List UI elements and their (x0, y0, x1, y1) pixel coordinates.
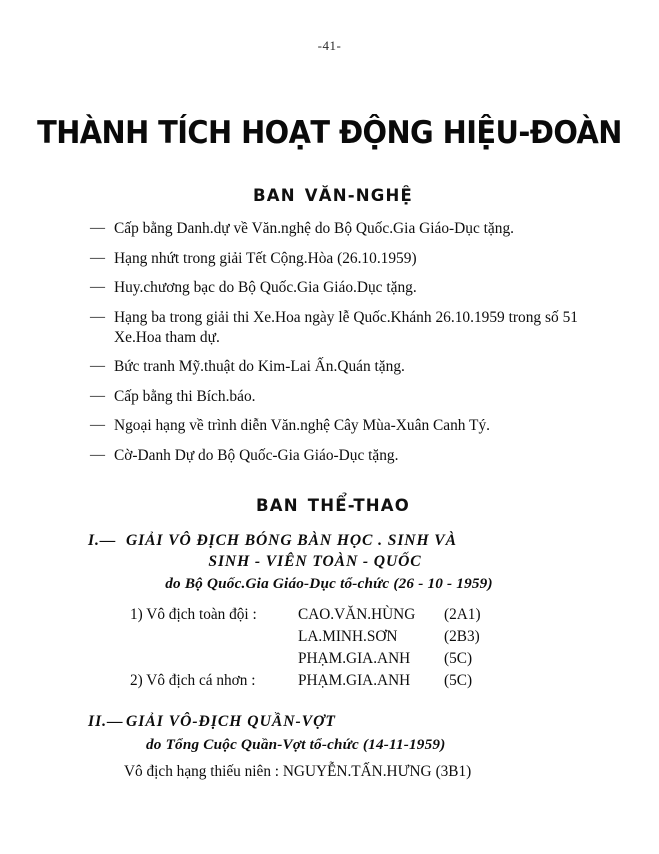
section-heading-van-nghe (88, 186, 578, 205)
event-organizer: do Tổng Cuộc Quần-Vợt tổ-chức (14-11-1959) (146, 736, 446, 754)
result-name: CAO.VĂN.HÙNG (298, 606, 416, 624)
section-heading-word-ban: BAN (256, 495, 299, 515)
list-item: — Cờ-Danh Dự do Bộ Quốc-Gia Giáo-Dục tặng. (88, 446, 578, 466)
event-number: II.— (88, 713, 124, 731)
list-item: — Huy.chương bạc do Bộ Quốc.Gia Giáo.Dục tặng. (88, 278, 578, 298)
list-item: — Hạng ba trong giải thi Xe.Hoa ngày lễ Quốc.Khánh 26.10.1959 trong số 51 Xe.Hoa tham dự. (88, 308, 578, 348)
list-item: — Cấp bằng thi Bích.báo. (88, 387, 578, 407)
event-number: I.— (88, 531, 117, 549)
result-class-code: (2B3) (444, 628, 480, 646)
result-row (130, 626, 578, 648)
result-label: Vô địch hạng thiếu niên : NGUYỄN.TẤN.HƯNG (124, 763, 432, 781)
result-name: LA.MINH.SƠN (298, 628, 398, 646)
event-title (88, 712, 578, 733)
page-title: THÀNH TÍCH HOẠT ĐỘNG HIỆU-ĐOÀN (37, 114, 622, 151)
event-title-line-2: SINH - VIÊN TOÀN - QUỐC (208, 552, 422, 570)
section-heading-word-thethao: THỂ-THAO (307, 495, 410, 515)
event-title-line-1: GIẢI VÔ-ĐỊCH QUẦN-VỢT (126, 713, 336, 731)
section-heading-word-vannghe: VĂN-NGHỆ (304, 186, 413, 205)
section-heading-the-thao (88, 496, 578, 515)
result-class-code: (5C) (444, 672, 473, 690)
section-heading-word-ban: BAN (253, 186, 296, 205)
result-class-code: (2A1) (444, 606, 481, 624)
result-class-code: (5C) (444, 650, 473, 668)
result-name: PHẠM.GIA.ANH (298, 672, 411, 690)
result-row (130, 604, 578, 626)
result-row (130, 648, 578, 670)
result-row (130, 670, 578, 692)
result-class-code: (3B1) (435, 763, 472, 781)
event-entry-2 (88, 712, 578, 781)
event-single-result (88, 763, 578, 781)
list-item: — Cấp bằng Danh.dự về Văn.nghệ do Bộ Quốc.Gia Giáo-Dục tặng. (88, 219, 578, 239)
result-label: 1) Vô địch toàn đội : (130, 606, 257, 624)
event-entry-1 (88, 531, 578, 693)
result-name: PHẠM.GIA.ANH (298, 650, 411, 668)
list-item: — Bức tranh Mỹ.thuật do Kim-Lai Ấn.Quán tặng. (88, 357, 578, 377)
event-title-line-1: GIẢI VÔ ĐỊCH BÓNG BÀN HỌC . SINH VÀ (126, 531, 457, 549)
achievement-list-van-nghe (88, 219, 578, 466)
page-number: -41- (317, 38, 342, 53)
list-item: — Ngoại hạng về trình diễn Văn.nghệ Cây Mùa-Xuân Canh Tý. (88, 416, 578, 436)
event-results-list (88, 604, 578, 692)
page-content (88, 186, 578, 781)
list-item: — Hạng nhứt trong giải Tết Cộng.Hòa (26.10.1959) (88, 249, 578, 269)
event-organizer: do Bộ Quốc.Gia Giáo-Dục tổ-chức (26 - 10 - 1959) (165, 575, 493, 593)
event-title (88, 531, 578, 573)
result-label: 2) Vô địch cá nhơn : (130, 672, 256, 690)
